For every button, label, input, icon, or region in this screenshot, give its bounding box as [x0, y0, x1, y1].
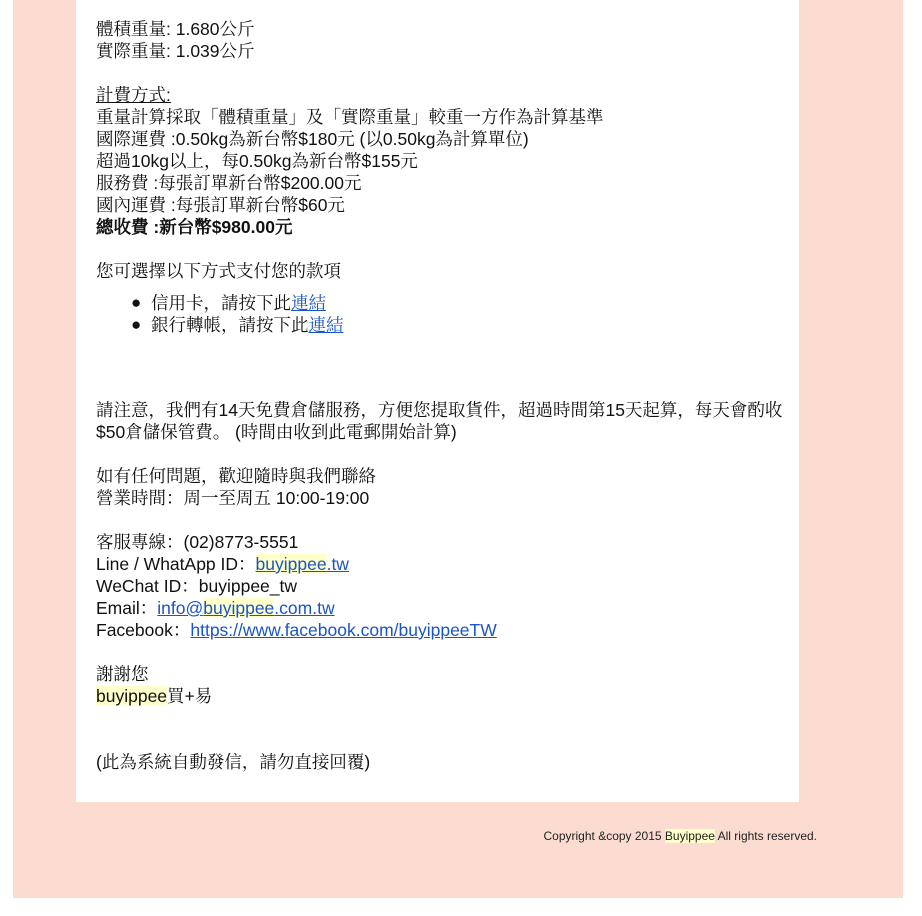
payment-option-text: 信用卡，請按下此	[151, 293, 291, 313]
email-label: Email：	[96, 598, 158, 618]
contact-intro: 如有任何問題，歡迎隨時與我們聯絡	[96, 466, 376, 486]
bullet-icon: ●	[131, 293, 142, 312]
payment-option-text: 銀行轉帳，請按下此	[151, 315, 309, 335]
thanks-text: 謝謝您	[96, 664, 149, 684]
intl-shipping-fee: 國際運費 :0.50kg為新台幣$180元 (以0.50kg為計算單位)	[96, 129, 529, 149]
over-10kg-fee: 超過10kg以上，每0.50kg為新台幣$155元	[96, 151, 418, 171]
storage-notice: 請注意，我們有14天免費倉儲服務，方便您提取貨件，超過時間第15天起算，每天會酌收$50倉儲保管費。 (時間由收到此電郵開始計算)	[96, 400, 783, 442]
credit-card-link[interactable]: 連結	[291, 293, 326, 313]
auto-email-note: (此為系統自動發信，請勿直接回覆)	[96, 752, 371, 772]
page-background	[13, 0, 903, 898]
payment-option-credit-card	[131, 292, 786, 314]
service-fee: 服務費 :每張訂單新台幣$200.00元	[96, 173, 362, 193]
brand-signature: buyippee買+易	[96, 686, 213, 706]
customer-hotline: 客服專線：(02)8773-5551	[96, 532, 299, 552]
business-hours: 營業時間：周一至周五 10:00-19:00	[96, 488, 370, 508]
email-contact	[96, 597, 786, 619]
line-id	[96, 553, 786, 575]
facebook-contact	[96, 619, 786, 641]
copyright-footer: Copyright &copy 2015 Buyippee All rights reserved.	[543, 829, 817, 843]
bullet-icon: ●	[131, 315, 142, 334]
domestic-shipping-fee: 國內運費 :每張訂單新台幣$60元	[96, 195, 345, 215]
email-card	[76, 0, 799, 802]
payment-intro: 您可選擇以下方式支付您的款項	[96, 261, 341, 281]
billing-heading: 計費方式:	[96, 85, 171, 105]
line-id-link[interactable]: buyippee.tw	[255, 554, 349, 574]
wechat-id: WeChat ID：buyippee_tw	[96, 576, 298, 596]
footer-brand: Buyippee	[664, 829, 715, 843]
facebook-link[interactable]: https://www.facebook.com/buyippeeTW	[190, 620, 497, 640]
payment-option-bank-transfer	[131, 314, 786, 336]
email-body	[96, 18, 786, 773]
payment-options-list	[96, 292, 786, 336]
volumetric-weight: 體積重量: 1.680公斤	[96, 19, 255, 39]
billing-rule: 重量計算採取「體積重量」及「實際重量」較重一方作為計算基準	[96, 107, 604, 127]
email-link[interactable]: info@buyippee.com.tw	[157, 598, 335, 618]
total-fee: 總收費 :新台幣$980.00元	[96, 217, 293, 237]
actual-weight: 實際重量: 1.039公斤	[96, 41, 255, 61]
bank-transfer-link[interactable]: 連結	[308, 315, 344, 335]
facebook-label: Facebook：	[96, 620, 191, 640]
line-id-label: Line / WhatApp ID：	[96, 554, 256, 574]
